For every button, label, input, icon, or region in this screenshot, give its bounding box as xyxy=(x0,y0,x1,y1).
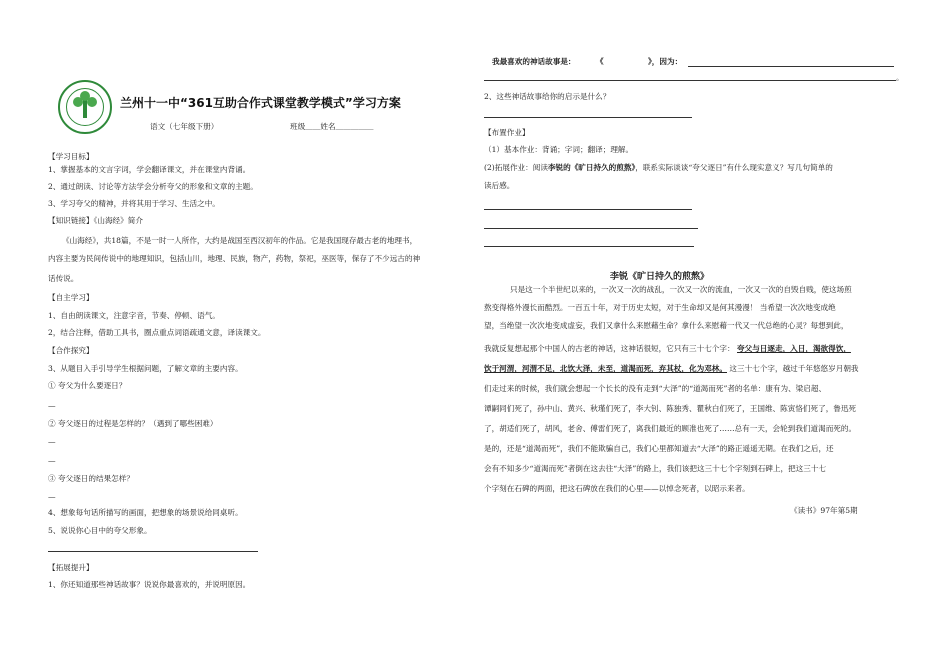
extension-header: 【拓展提升】 xyxy=(48,563,94,572)
extension-question-2: 2、这些神话故事给你的启示是什么？ xyxy=(484,92,611,101)
answer-line xyxy=(48,551,258,552)
article-text: 我就反复想起那个中国人的古老的神话，这神话很短，它只有三十七个字： xyxy=(484,344,735,353)
question-3: ③ 夸父逐日的结果怎样？ xyxy=(48,474,134,483)
link-header: 【知识链接】《山海经》简介 xyxy=(48,216,143,225)
answer-line xyxy=(484,228,698,229)
self-study-item: 2，结合注释，借助工具书，圈点重点词语疏通文意，译读课文。 xyxy=(48,328,266,337)
answer-dash: — xyxy=(48,437,56,446)
article-line: 了，胡适们死了，胡风，老舍、傅雷们死了，离我们最近的顾准也死了……总有一天，会轮到我们道渴而死的。 xyxy=(484,424,857,433)
link-text: 话传说。 xyxy=(48,274,79,283)
link-text: 《山海经》，共18篇，不是一时一人所作，大约是战国至西汉初年的作品。它是我国现存最古老的地理书， xyxy=(62,236,418,245)
answer-line xyxy=(484,117,692,118)
article-line: 是的，还是“道渴而死”，我们不能欺骗自己，我们心里都知道去“大泽”的路正遥遥无期。在我们之后，还 xyxy=(484,444,834,453)
article-line xyxy=(484,364,859,374)
homework-text: 读后感。 xyxy=(484,181,515,190)
answer-line xyxy=(484,246,694,247)
myth-quote: 夸父与日逐走，入日，渴欲得饮， xyxy=(737,344,851,353)
tree-icon xyxy=(60,82,110,132)
subject-label: 语文（七年级下册） xyxy=(150,122,219,131)
self-study-item: 1、自由朗读课文，注意字音，节奏、停顿、语气。 xyxy=(48,311,220,320)
article-line: 们走过来的时候，我们就会想起一个长长的没有走到“大泽”的“道渴而死”者的名单：康有为、梁启超、 xyxy=(484,384,827,393)
goal-item: 1、掌握基本的文言字词，学会翻译课文，并在课堂内背诵。 xyxy=(48,165,251,174)
answer-dash: — xyxy=(48,401,56,410)
article-title: 李锐《旷日持久的煎熬》 xyxy=(610,272,710,282)
goal-item: 3、学习夸父的精神，并将其用于学习、生活之中。 xyxy=(48,199,220,208)
class-name-field: 班级＿＿姓名＿＿＿＿＿ xyxy=(290,122,374,131)
homework-text: (2)拓展作业：阅读 xyxy=(484,163,548,172)
favorite-open: 《 xyxy=(596,57,604,66)
homework-header: 【布置作业】 xyxy=(484,128,530,137)
answer-line xyxy=(688,66,894,67)
answer-dash: — xyxy=(48,456,56,465)
article-line: 熬变得格外漫长而酷烈。一百五十年，对于历史太短，对于生命却又是何其漫漫！ 当希望一次次地变成绝 xyxy=(484,303,836,312)
article-text: 这三十七个字，越过千年悠悠岁月朝我 xyxy=(729,364,859,373)
homework-article-ref: 李锐的《旷日持久的煎熬》 xyxy=(547,163,636,172)
article-line xyxy=(484,344,851,354)
article-line: 个字刻在石碑的两面，把这石碑放在我们的心里——以悼念死者，以昭示来者。 xyxy=(484,484,750,493)
article-line: 会有不知多少“道渴而死”者倒在这去往“大泽”的路上，我们该把这三十七个字刻到石碑上，把这三十七 xyxy=(484,464,827,473)
homework-text: ，联系实际谈谈“夸父逐日”有什么现实意义？写几句简单的 xyxy=(635,163,833,172)
answer-dash: — xyxy=(48,492,56,501)
goal-item: 2、通过朗读、讨论等方法学会分析夸父的形象和文章的主题。 xyxy=(48,182,258,191)
article-line: 望，当绝望一次次地变成虚妄，我们又拿什么来慰藉生命？拿什么来慰藉一代又一代总绝的心灵？每想到此， xyxy=(484,321,849,330)
myth-quote: 饮于河渭，河渭不足，北饮大泽，未至，道渴而死，弃其杖，化为邓林。 xyxy=(484,364,727,373)
question-1: ① 夸父为什么要逐日？ xyxy=(48,381,127,390)
answer-line xyxy=(484,209,692,210)
article-source: 《读书》97年第5期 xyxy=(790,506,858,515)
article-line: 只是这一个半世纪以来的，一次又一次的战乱，一次又一次的流血，一次又一次的自毁自贱，使这场煎 xyxy=(510,285,852,294)
coop-intro: 3、从题目入手引导学生根据问题，了解文章的主要内容。 xyxy=(48,364,243,373)
page-title: 兰州十一中“361互助合作式课堂教学模式”学习方案 xyxy=(120,96,401,110)
homework-basic: （1）基本作业：背诵；字词；翻译；理解。 xyxy=(484,145,634,154)
extension-question-1: 1、你还知道那些神话故事？说说你最喜欢的，并说明原因。 xyxy=(48,580,251,589)
question-4: 4、想象每句话所描写的画面，把想象的场景说给同桌听。 xyxy=(48,508,243,517)
question-2: ② 夸父逐日的过程是怎样的？（遇到了哪些困难） xyxy=(48,419,218,428)
answer-line xyxy=(484,80,896,81)
school-logo xyxy=(58,80,112,134)
question-5: 5、说说你心目中的夸父形象。 xyxy=(48,526,152,535)
homework-extended xyxy=(484,163,833,173)
article-line: 谭嗣同们死了，孙中山、黄兴、秋瑾们死了，李大钊、陈独秀、瞿秋白们死了，王国维、陈寅恪们死了，鲁迅死 xyxy=(484,404,857,413)
favorite-close: 》，因为： xyxy=(648,57,683,66)
self-study-header: 【自主学习】 xyxy=(48,293,94,302)
coop-header: 【合作探究】 xyxy=(48,346,94,355)
favorite-label: 我最喜欢的神话故事是： xyxy=(492,57,576,66)
goals-header: 【学习目标】 xyxy=(48,152,94,161)
link-text: 内容主要为民间传说中的地理知识，包括山川，地理、民族，物产，药物，祭祀，巫医等，保存了不少远古的神 xyxy=(48,254,421,263)
period: 。 xyxy=(896,73,904,82)
